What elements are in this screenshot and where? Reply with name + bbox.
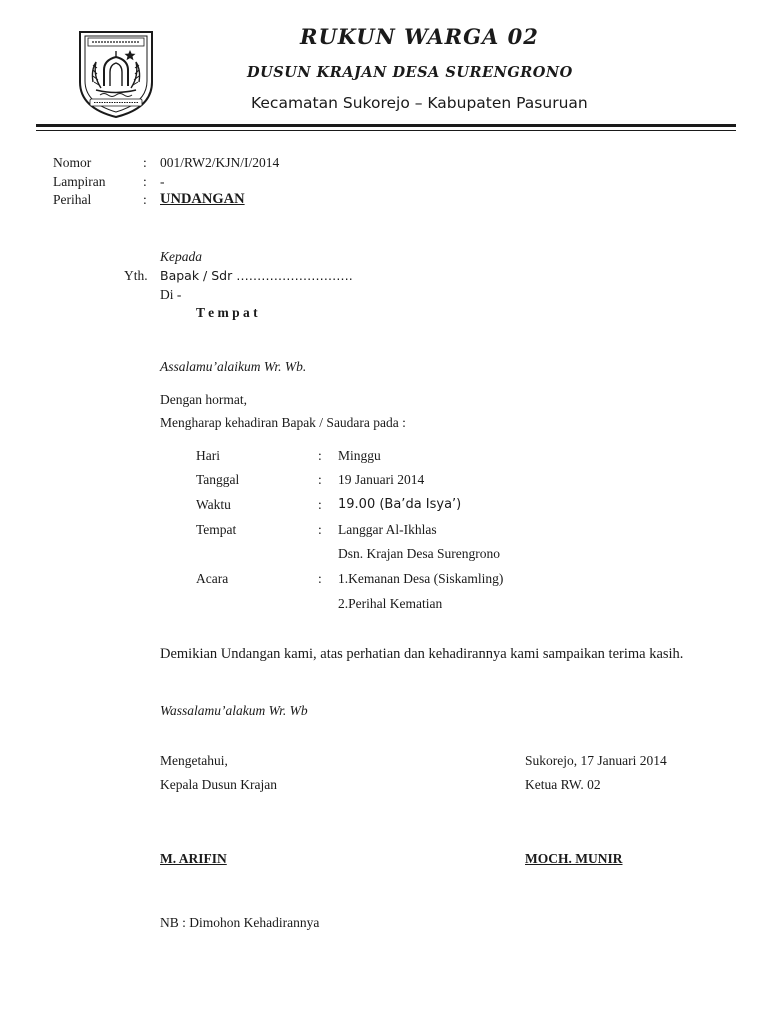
signature-right-name: MOCH. MUNIR [525, 851, 623, 866]
meta-sep: : [143, 155, 147, 170]
letterhead-address: Kecamatan Sukorejo – Kabupaten Pasuruan [251, 94, 588, 112]
detail-sep: : [318, 472, 322, 487]
detail-sep: : [318, 448, 322, 463]
signature-right-line1: Sukorejo, 17 Januari 2014 [525, 753, 667, 768]
letterhead-rule-thin [36, 130, 736, 131]
closing-paragraph: Demikian Undangan kami, atas perhatian dan kehadirannya kami sampaikan terima kasih. [160, 646, 684, 662]
detail-sep: : [318, 497, 322, 512]
detail-label-waktu: Waktu [196, 497, 231, 512]
regency-seal-icon [70, 24, 162, 120]
meta-label-lampiran: Lampiran [53, 174, 106, 189]
letterhead-subtitle: DUSUN KRAJAN DESA SURENGRONO [247, 64, 573, 81]
letterhead-rule-thick [36, 124, 736, 127]
intro-text: Mengharap kehadiran Bapak / Saudara pada : [160, 415, 406, 430]
greeting-hormat: Dengan hormat, [160, 392, 247, 407]
greeting-salam: Assalamu’alaikum Wr. Wb. [160, 359, 307, 374]
closing-wassalam: Wassalamu’alakum Wr. Wb [160, 703, 308, 718]
detail-sep: : [318, 522, 322, 537]
recipient-tempat: T e m p a t [196, 305, 258, 320]
detail-label-tanggal: Tanggal [196, 472, 240, 487]
signature-left-line2: Kepala Dusun Krajan [160, 777, 277, 792]
signature-left-name: M. ARIFIN [160, 851, 227, 866]
meta-label-perihal: Perihal [53, 192, 92, 207]
meta-sep: : [143, 192, 147, 207]
meta-value-lampiran: - [160, 174, 165, 189]
footnote: NB : Dimohon Kehadirannya [160, 915, 320, 930]
detail-label-acara: Acara [196, 571, 229, 586]
recipient-name-line: Bapak / Sdr ………………………. [160, 268, 353, 283]
meta-value-nomor: 001/RW2/KJN/I/2014 [160, 155, 280, 170]
detail-value-waktu: 19.00 (Ba’da Isya’) [338, 497, 462, 512]
recipient-di: Di - [160, 287, 182, 302]
detail-acara-item: 2.Perihal Kematian [338, 596, 443, 611]
recipient-yth: Yth. [124, 268, 148, 283]
detail-label-hari: Hari [196, 448, 220, 463]
detail-value-hari: Minggu [338, 448, 381, 463]
meta-value-perihal: UNDANGAN [160, 191, 245, 207]
detail-acara-item: 1.Kemanan Desa (Siskamling) [338, 571, 504, 586]
detail-label-tempat: Tempat [196, 522, 237, 537]
recipient-kepada: Kepada [160, 249, 202, 264]
detail-sep: : [318, 571, 322, 586]
detail-value-tempat: Langgar Al-Ikhlas [338, 522, 437, 537]
signature-left-line1: Mengetahui, [160, 753, 228, 768]
meta-sep: : [143, 174, 147, 189]
detail-value-tanggal: 19 Januari 2014 [338, 472, 425, 487]
meta-label-nomor: Nomor [53, 155, 92, 170]
letterhead-title: RUKUN WARGA 02 [300, 24, 539, 49]
detail-value-tempat-address: Dsn. Krajan Desa Surengrono [338, 546, 500, 561]
signature-right-line2: Ketua RW. 02 [525, 777, 601, 792]
